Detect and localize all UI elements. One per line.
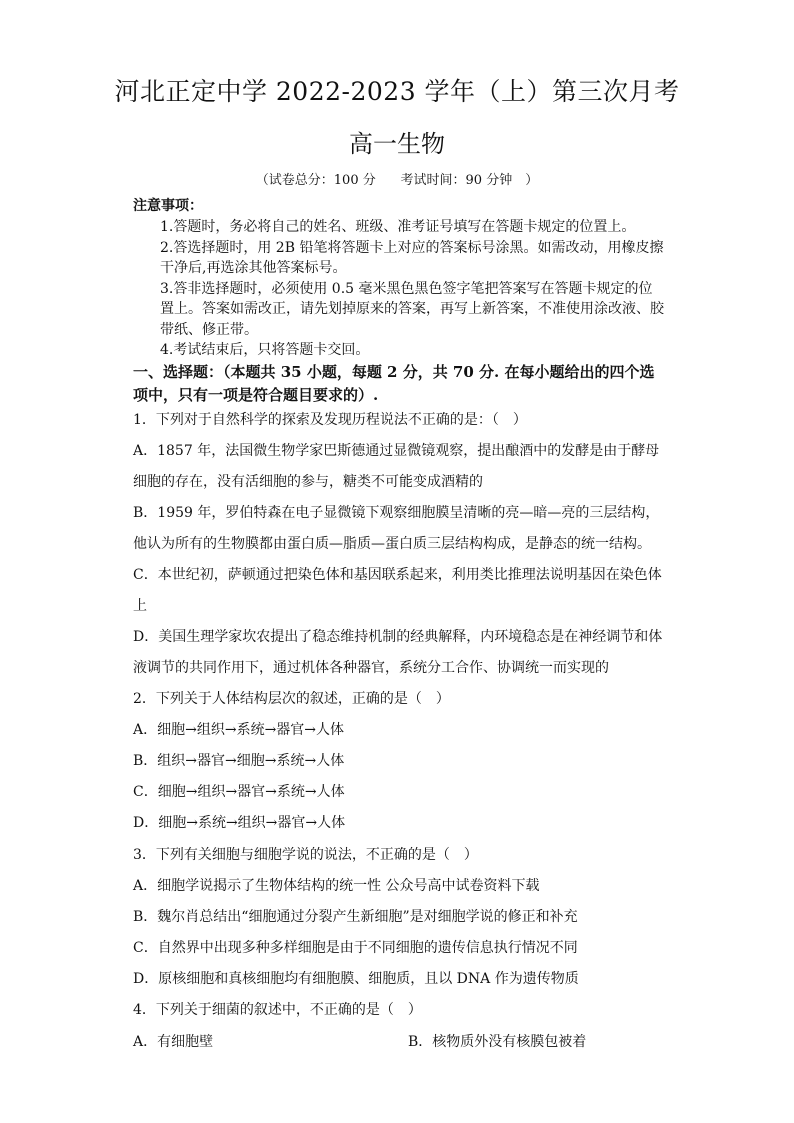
exam-subtitle: 高一生物 (349, 130, 445, 158)
question-option: C．细胞→组织→器官→系统→人体 (133, 784, 345, 800)
question-option: A．有细胞壁 (133, 1034, 214, 1050)
exam-total-score: （试卷总分：100 分 (255, 173, 376, 188)
question-option: B．组织→器官→细胞→系统→人体 (133, 753, 345, 769)
notes-list (160, 217, 665, 361)
question-option: B．核物质外没有核膜包被着 (408, 1034, 587, 1050)
question-option: A．细胞→组织→系统→器官→人体 (133, 722, 345, 738)
question-option: B．1959 年，罗伯特森在电子显微镜下观察细胞膜呈清晰的亮—暗—亮的三层结构，他认为所有的生物膜都由蛋白质—脂质—蛋白质三层结构构成，是静态的统一结构。 (133, 505, 660, 552)
question-option: A．细胞学说揭示了生物体结构的统一性 公众号高中试卷资料下载 (133, 878, 540, 894)
exam-info (0, 172, 794, 190)
note-item: 3.答非选择题时，必须使用 0.5 毫米黑色黑色签字笔把答案写在答题卡规定的位置上。答案如需改正，请先划掉原来的答案，再写上新答案，不准使用涂改液、胶带纸、修正带。 (160, 280, 664, 338)
section-heading: 一、选择题：（本题共 35 小题，每题 2 分，共 70 分. 在每小题给出的四个选项中，只有一项是符合题目要求的）. (133, 363, 655, 404)
note-item: 4.考试结束后，只将答题卡交回。 (160, 342, 370, 358)
question-option: D．原核细胞和真核细胞均有细胞膜、细胞质，且以 DNA 作为遗传物质 (133, 971, 579, 987)
question-option: D．美国生理学家坎农提出了稳态维持机制的经典解释，内环境稳态是在神经调节和体液调节的共同作用下，通过机体各种器官，系统分工合作、协调统一而实现的 (133, 629, 663, 676)
exam-title: 河北正定中学 2022-2023 学年（上）第三次月考 (114, 77, 680, 106)
question-option: C．本世纪初，萨顿通过把染色体和基因联系起来，利用类比推理法说明基因在染色体上 (133, 567, 662, 614)
question-option: D．细胞→系统→组织→器官→人体 (133, 815, 346, 831)
question-option: C．自然界中出现多种多样细胞是由于不同细胞的遗传信息执行情况不同 (133, 940, 578, 956)
question-stem: 2．下列关于人体结构层次的叙述，正确的是（ ） (133, 691, 450, 707)
question-stem: 3．下列有关细胞与细胞学说的说法，不正确的是（ ） (133, 847, 478, 863)
exam-duration: 考试时间：90 分钟 ） (400, 173, 539, 188)
question-stem: 1．下列对于自然科学的探索及发现历程说法不正确的是：（ ） (133, 412, 527, 428)
notes-heading: 注意事项： (133, 198, 203, 214)
note-item: 1.答题时，务必将自己的姓名、班级、准考证号填写在答题卡规定的位置上。 (160, 219, 636, 235)
question-option: B．魏尔肖总结出“细胞通过分裂产生新细胞”是对细胞学说的修正和补充 (133, 909, 578, 925)
question-stem: 4．下列关于细菌的叙述中，不正确的是（ ） (133, 1002, 422, 1018)
note-item: 2.答选择题时，用 2B 铅笔将答题卡上对应的答案标号涂黑。如需改动，用橡皮擦干净后,再选涂其他答案标号。 (160, 239, 664, 276)
question-option: A．1857 年，法国微生物学家巴斯德通过显微镜观察，提出酿酒中的发酵是由于酵母细胞的存在，没有活细胞的参与，糖类不可能变成酒精的 (133, 443, 660, 490)
